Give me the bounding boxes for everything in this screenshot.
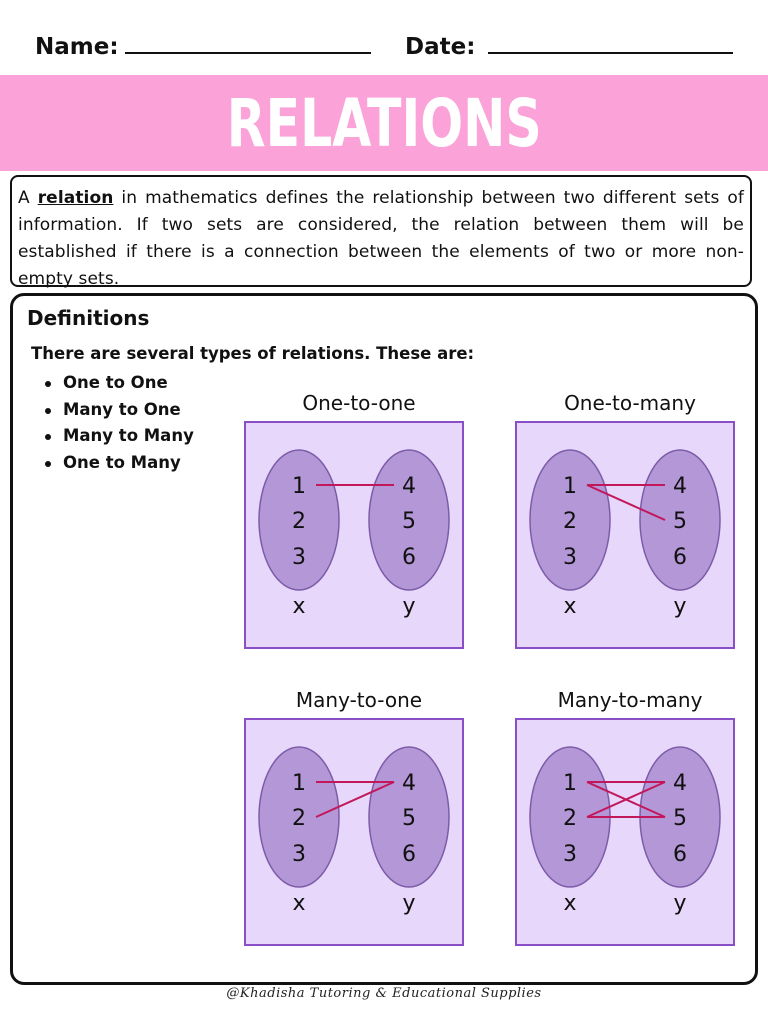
name-label: Name: — [35, 34, 119, 60]
diagram-svg — [244, 421, 466, 651]
header-row — [0, 30, 768, 70]
domain-value: 1 — [292, 771, 306, 796]
y-axis-label: y — [673, 594, 687, 619]
domain-value: 3 — [563, 842, 577, 867]
domain-value: 3 — [292, 842, 306, 867]
intro-prefix: A — [18, 188, 30, 208]
date-field[interactable] — [488, 52, 733, 54]
diagram-svg — [515, 421, 737, 651]
range-value: 6 — [673, 545, 687, 570]
domain-value: 2 — [292, 509, 306, 534]
domain-value: 1 — [563, 771, 577, 796]
range-value: 4 — [673, 771, 687, 796]
diagram-title: One-to-one — [302, 391, 416, 415]
range-value: 5 — [402, 509, 416, 534]
diagram-title: Many-to-many — [557, 688, 703, 712]
domain-value: 1 — [563, 474, 577, 499]
x-axis-label: x — [563, 891, 577, 916]
list-item: Many to One — [41, 397, 194, 424]
y-axis-label: y — [402, 891, 416, 916]
date-label: Date: — [405, 34, 476, 60]
domain-value: 2 — [563, 509, 577, 534]
footer-credit: @Khadisha Tutoring & Educational Supplies — [226, 986, 542, 1001]
y-axis-label: y — [402, 594, 416, 619]
list-item: Many to Many — [41, 423, 194, 450]
types-list — [41, 370, 194, 476]
name-field[interactable] — [125, 52, 371, 54]
diagram-svg — [515, 718, 737, 948]
domain-value: 3 — [292, 545, 306, 570]
list-item: One to Many — [41, 450, 194, 477]
y-axis-label: y — [673, 891, 687, 916]
range-value: 5 — [402, 806, 416, 831]
diagram-svg — [244, 718, 466, 948]
diagram-title: One-to-many — [564, 391, 696, 415]
domain-value: 2 — [292, 806, 306, 831]
diagram-title: Many-to-one — [295, 688, 423, 712]
intro-text: in mathematics defines the relationship between two different sets of information. If two sets are considered, the relation between them will be established if there is a connection between the elements of two or more non-empty sets. — [18, 188, 745, 289]
definitions-title: Definitions — [27, 306, 150, 330]
page-title: RELATIONS — [226, 84, 542, 162]
range-value: 6 — [402, 545, 416, 570]
intro-keyword: relation — [37, 188, 114, 208]
domain-value: 1 — [292, 474, 306, 499]
range-value: 4 — [402, 771, 416, 796]
x-axis-label: x — [292, 891, 306, 916]
domain-value: 3 — [563, 545, 577, 570]
range-value: 5 — [673, 509, 687, 534]
title-banner — [0, 75, 768, 171]
domain-value: 2 — [563, 806, 577, 831]
range-value: 6 — [673, 842, 687, 867]
range-value: 6 — [402, 842, 416, 867]
list-item: One to One — [41, 370, 194, 397]
range-value: 5 — [673, 806, 687, 831]
range-value: 4 — [402, 474, 416, 499]
definitions-box — [10, 293, 758, 985]
x-axis-label: x — [292, 594, 306, 619]
x-axis-label: x — [563, 594, 577, 619]
range-value: 4 — [673, 474, 687, 499]
intro-box — [10, 175, 752, 287]
definitions-intro: There are several types of relations. These are: — [31, 344, 475, 363]
